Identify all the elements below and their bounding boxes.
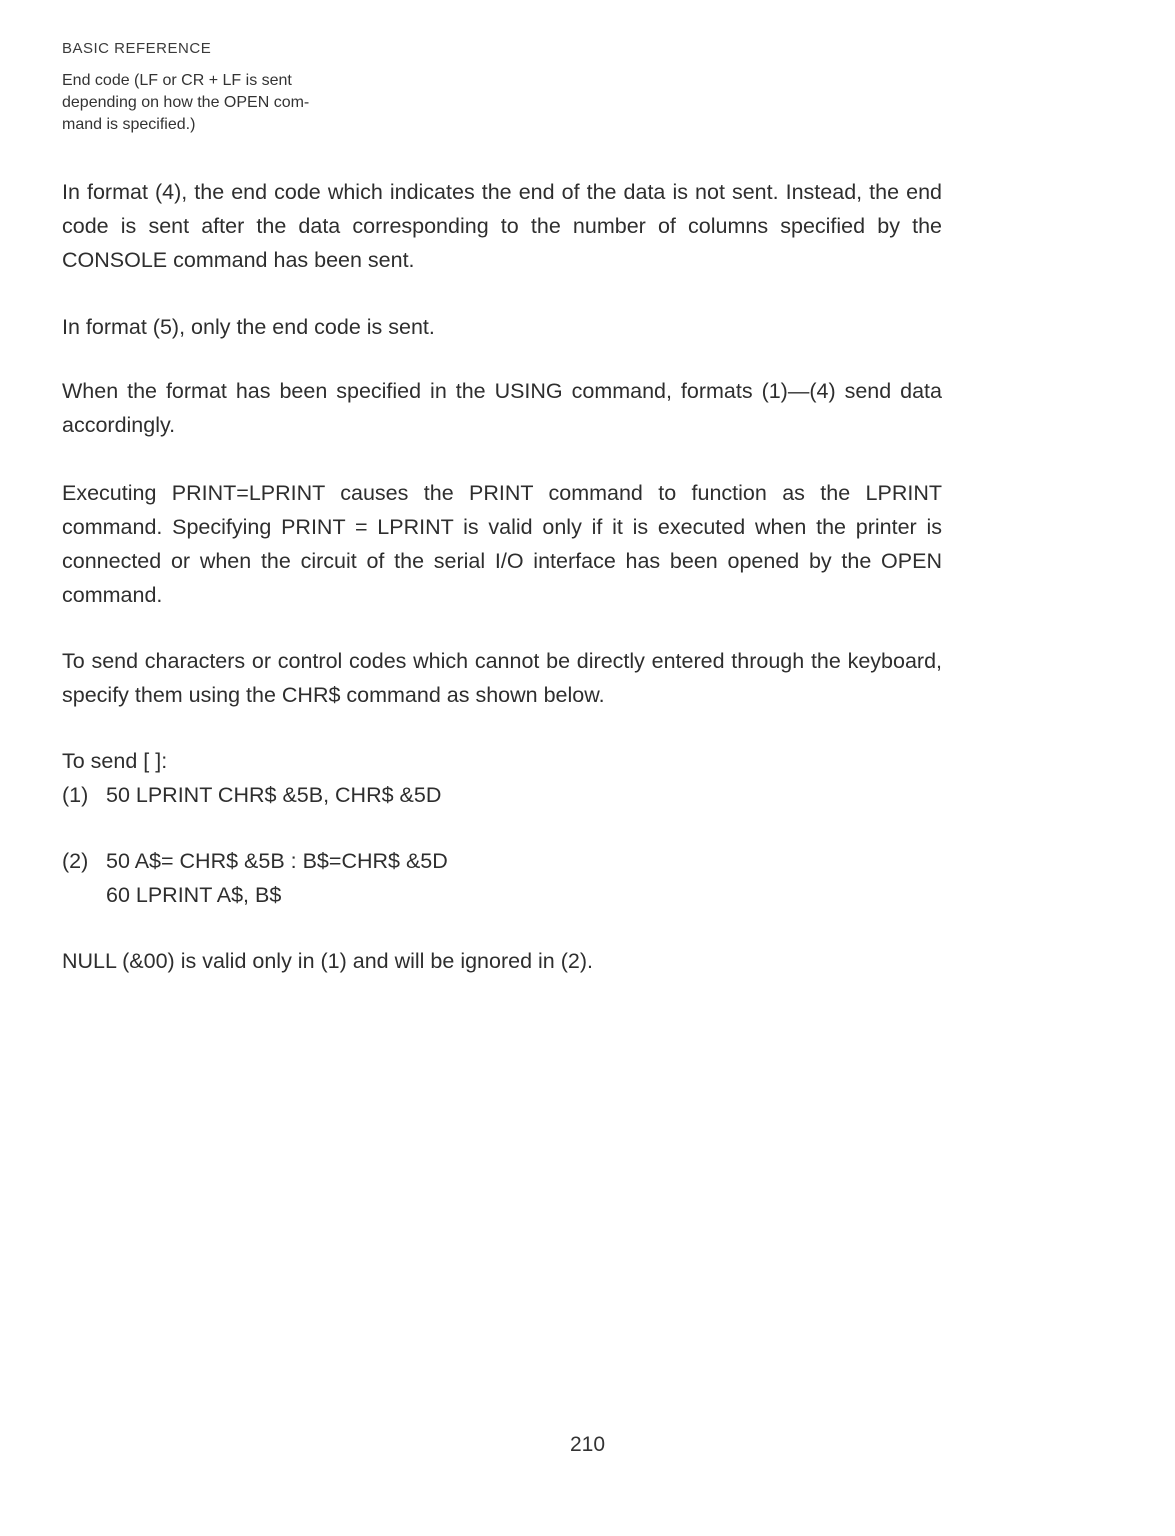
end-code-note-line: mand is specified.)	[62, 116, 196, 133]
paragraph-chr: To send characters or control codes which cannot be directly entered through the keyboard, specify them using the CHR$ command as shown below.	[62, 649, 942, 707]
example-1-code: 50 LPRINT CHR$ &5B, CHR$ &5D	[106, 783, 442, 807]
example-2	[62, 844, 942, 878]
paragraph-format4: In format (4), the end code which indicates the end of the data is not sent. Instead, the end code is sent after the data corresponding to the number of columns specified by the CONSOLE command has been sent.	[62, 180, 942, 272]
page-number: 210	[569, 1433, 606, 1456]
paragraph-using: When the format has been specified in the USING command, formats (1)—(4) send data accordingly.	[62, 379, 942, 437]
example-2-number: (2)	[62, 849, 89, 873]
send-label: To send [ ]:	[62, 749, 168, 773]
end-code-note	[62, 70, 382, 136]
example-2-code-line1: 50 A$= CHR$ &5B : B$=CHR$ &5D	[106, 849, 448, 873]
example-1-number: (1)	[62, 783, 89, 807]
section-header: BASIC REFERENCE	[62, 40, 212, 57]
example-2-code-line2: 60 LPRINT A$, B$	[106, 883, 282, 907]
example-1	[62, 778, 942, 812]
paragraph-null-note: NULL (&00) is valid only in (1) and will be ignored in (2).	[62, 949, 593, 973]
paragraph-print-lprint: Executing PRINT=LPRINT causes the PRINT command to function as the LPRINT command. Specifying PRINT = LPRINT is valid only if it is executed when the printer is connected or when the circuit of the serial I/O interface has been opened by the OPEN command.	[62, 481, 942, 607]
example-2-continued	[62, 878, 942, 912]
end-code-note-line: End code (LF or CR + LF is sent	[62, 72, 292, 89]
paragraph-format5: In format (5), only the end code is sent.	[62, 315, 435, 339]
end-code-note-line: depending on how the OPEN com-	[62, 94, 310, 111]
